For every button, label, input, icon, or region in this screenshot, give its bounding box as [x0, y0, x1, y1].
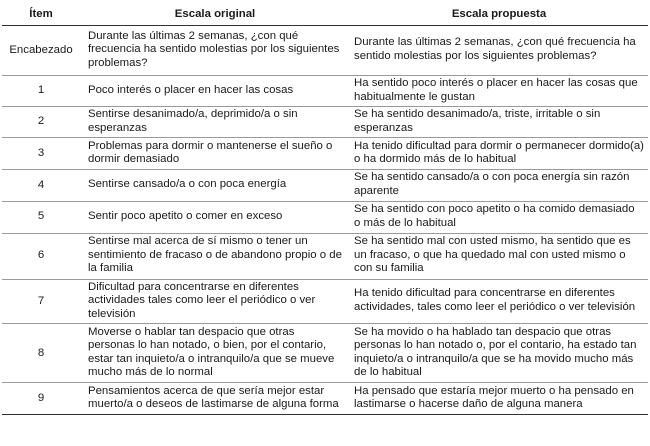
header-item: Ítem: [2, 6, 80, 26]
table-row: [2, 76, 648, 107]
proposed-cell: Ha sentido poco interés o placer en hacer las cosas que habitualmente le gustan: [350, 76, 648, 107]
table-row: [2, 383, 648, 415]
proposed-cell: Ha tenido dificultad para concentrarse en diferentes actividades, tales como leer el periódico o ver televisión: [350, 279, 648, 324]
table-row: [2, 201, 648, 233]
item-cell: 7: [2, 279, 80, 324]
table-row: [2, 138, 648, 170]
table-row: [2, 26, 648, 76]
original-cell: Sentirse desanimado/a, deprimido/a o sin esperanzas: [80, 107, 350, 138]
item-cell: 2: [2, 107, 80, 138]
proposed-cell: Se ha sentido desanimado/a, triste, irritable o sin esperanzas: [350, 107, 648, 138]
original-cell: Sentirse mal acerca de sí mismo o tener un sentimiento de fracaso o de abandono propio o de la familia: [80, 233, 350, 279]
table-row: [2, 279, 648, 324]
original-cell: Durante las últimas 2 semanas, ¿con qué frecuencia ha sentido molestias por los siguientes problemas?: [80, 26, 350, 76]
proposed-cell: Se ha sentido con poco apetito o ha comido demasiado o más de lo habitual: [350, 201, 648, 233]
item-cell: 1: [2, 76, 80, 107]
original-cell: Moverse o hablar tan despacio que otras personas lo han notado, o bien, por el contario, estar tan inquieto/a o intranquilo/a que se mueve mucho más de lo normal: [80, 324, 350, 383]
item-cell: 4: [2, 170, 80, 201]
original-cell: Poco interés o placer en hacer las cosas: [80, 76, 350, 107]
header-proposed-scale: Escala propuesta: [350, 6, 648, 26]
item-cell: Encabezado: [2, 26, 80, 76]
original-cell: Pensamientos acerca de que sería mejor estar muerto/a o deseos de lastimarse de alguna forma: [80, 383, 350, 415]
item-cell: 6: [2, 233, 80, 279]
proposed-cell: Se ha movido o ha hablado tan despacio que otras personas lo han notado o, por el contario, ha estado tan inquieto/a o intranquilo/a que se ha movido mucho más de lo habitual: [350, 324, 648, 383]
table-row: [2, 170, 648, 201]
table-body: [2, 26, 648, 415]
table-row: [2, 233, 648, 279]
original-cell: Dificultad para concentrarse en diferentes actividades tales como leer el periódico o ver televisión: [80, 279, 350, 324]
item-cell: 5: [2, 201, 80, 233]
original-cell: Sentir poco apetito o comer en exceso: [80, 201, 350, 233]
header-row: [2, 6, 648, 26]
table-row: [2, 107, 648, 138]
item-cell: 9: [2, 383, 80, 415]
scale-comparison-table: [2, 6, 648, 415]
proposed-cell: Ha tenido dificultad para dormir o permanecer dormido(a) o ha dormido más de lo habitual: [350, 138, 648, 170]
item-cell: 8: [2, 324, 80, 383]
table-header: [2, 6, 648, 26]
table-row: [2, 324, 648, 383]
proposed-cell: Durante las últimas 2 semanas, ¿con qué frecuencia ha sentido molestias por los siguientes problemas?: [350, 26, 648, 76]
proposed-cell: Ha pensado que estaría mejor muerto o ha pensado en lastimarse o hacerse daño de alguna manera: [350, 383, 648, 415]
proposed-cell: Se ha sentido mal con usted mismo, ha sentido que es un fracaso, o que ha quedado mal con usted mismo o con su familia: [350, 233, 648, 279]
proposed-cell: Se ha sentido cansado/a o con poca energía sin razón aparente: [350, 170, 648, 201]
item-cell: 3: [2, 138, 80, 170]
original-cell: Sentirse cansado/a o con poca energía: [80, 170, 350, 201]
header-original-scale: Escala original: [80, 6, 350, 26]
original-cell: Problemas para dormir o mantenerse el sueño o dormir demasiado: [80, 138, 350, 170]
